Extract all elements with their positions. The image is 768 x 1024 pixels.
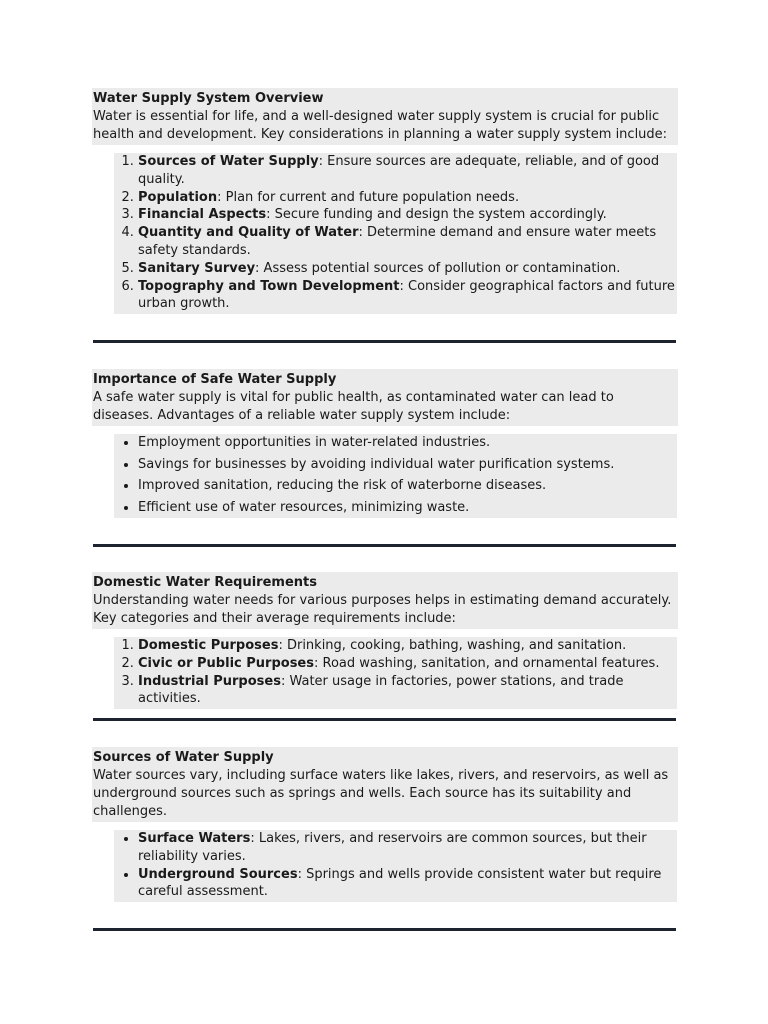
item-text: : Ensure sources are adequate, reliable, and of good quality. — [138, 154, 660, 187]
item-label: Sources of Water Supply — [138, 154, 319, 169]
section-intro-text: Water sources vary, including surface waters like lakes, rivers, and reservoirs, as well as underground sources such as springs and wells. Each source has its suitability and challenges. — [93, 768, 669, 819]
section-intro — [92, 747, 678, 822]
item-label: Industrial Purposes — [138, 673, 281, 689]
section-title: Water Supply System Overview — [93, 91, 324, 106]
list-item — [138, 637, 675, 655]
bullet-list-box — [114, 434, 677, 518]
section-divider — [93, 928, 676, 931]
list-item: • Employment opportunities in water-related industries. — [138, 434, 675, 452]
item-text: : Road washing, sanitation, and ornamental features. — [313, 655, 660, 671]
item-text: : Water usage in factories, power stations, and trade activities. — [138, 673, 624, 707]
list-item — [138, 655, 675, 673]
item-label: Civic or Public Purposes — [138, 655, 314, 671]
section-water-supply-overview — [92, 88, 678, 314]
item-text: : Springs and wells provide consistent water but require careful assessment. — [138, 866, 662, 900]
list-item — [138, 673, 675, 709]
numbered-list — [114, 637, 675, 708]
section-divider — [93, 340, 676, 343]
list-item — [138, 153, 675, 189]
item-text: : Lakes, rivers, and reservoirs are common sources, but their reliability varies. — [138, 831, 647, 864]
list-item: • Improved sanitation, reducing the risk of waterborne diseases. — [138, 477, 675, 495]
item-text: : Determine demand and ensure water meets safety standards. — [138, 225, 657, 258]
item-text: : Plan for current and future population needs. — [217, 189, 520, 205]
section-intro — [92, 88, 678, 145]
list-item — [138, 189, 675, 207]
section-domestic-requirements — [92, 572, 678, 709]
item-label: Financial Aspects — [138, 207, 267, 223]
list-item — [138, 206, 675, 224]
section-intro-text: Understanding water needs for various purposes helps in estimating demand accurately. Key categories and their average requirements include: — [93, 593, 672, 626]
list-item — [138, 866, 675, 902]
list-item: • Savings for businesses by avoiding individual water purification systems. — [138, 456, 675, 474]
section-divider — [93, 544, 676, 547]
list-item — [138, 278, 675, 314]
item-text: : Consider geographical factors and future urban growth. — [138, 278, 675, 312]
section-divider — [93, 718, 676, 721]
numbered-list — [114, 153, 675, 313]
item-label: Quantity and Quality of Water — [138, 225, 359, 241]
section-safe-water-importance — [92, 369, 678, 518]
section-intro — [92, 572, 678, 629]
bullet-list-box — [114, 830, 677, 902]
item-label: Population — [138, 189, 218, 205]
item-label: Surface Waters — [138, 831, 251, 846]
bullet-list — [114, 434, 675, 517]
section-title: Domestic Water Requirements — [93, 575, 317, 590]
bullet-list — [114, 830, 675, 901]
item-text: : Assess potential sources of pollution or contamination. — [255, 260, 621, 276]
section-title: Sources of Water Supply — [93, 750, 274, 765]
item-text: : Drinking, cooking, bathing, washing, and sanitation. — [278, 638, 627, 653]
section-water-sources — [92, 747, 678, 902]
list-item — [138, 830, 675, 866]
item-text: : Secure funding and design the system accordingly. — [266, 207, 607, 223]
list-item — [138, 260, 675, 278]
numbered-list-box — [114, 637, 677, 709]
item-label: Underground Sources — [138, 866, 298, 882]
numbered-list-box — [114, 153, 677, 314]
section-intro-text: A safe water supply is vital for public health, as contaminated water can lead to diseases. Advantages of a reliable water supply system include: — [93, 390, 614, 423]
section-title: Importance of Safe Water Supply — [93, 372, 337, 387]
list-item — [138, 224, 675, 260]
list-item: • Efficient use of water resources, minimizing waste. — [138, 499, 675, 517]
section-intro — [92, 369, 678, 426]
item-label: Domestic Purposes — [138, 638, 279, 653]
section-intro-text: Water is essential for life, and a well-designed water supply system is crucial for public health and development. Key considerations in planning a water supply system include: — [93, 109, 668, 142]
item-label: Sanitary Survey — [138, 260, 256, 276]
item-label: Topography and Town Development — [138, 278, 400, 294]
